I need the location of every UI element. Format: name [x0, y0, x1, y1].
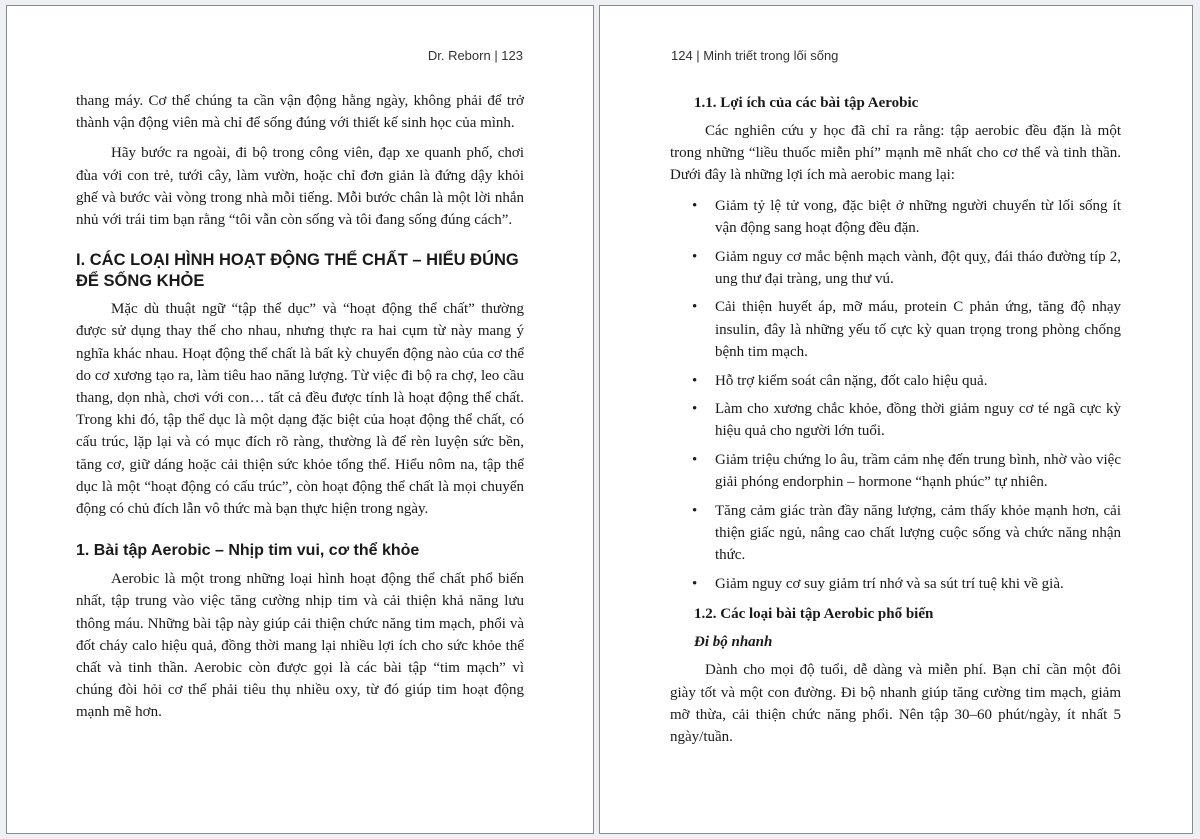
heading-benefits: 1.1. Lợi ích của các bài tập Aerobic — [694, 95, 919, 111]
right-page — [599, 5, 1193, 834]
heading-aerobic-types: 1.2. Các loại bài tập Aerobic phổ biến — [694, 606, 934, 623]
list-item-text: Tăng cảm giác tràn đầy năng lượng, cảm thấy khỏe mạnh hơn, cải thiện giấc ngủ, nâng cao chất lượng cuộc sống và chức năng nhận thức. — [715, 503, 1121, 564]
left-page — [6, 5, 594, 834]
running-header: Dr. Reborn | 123 — [427, 48, 523, 63]
list-item — [670, 449, 1121, 493]
paragraph: Hãy bước ra ngoài, đi bộ trong công viên, đạp xe quanh phố, chơi đùa với con trẻ, tưới cây, làm vườn, hoặc chỉ đơn giản là đứng dậy khỏi ghế và bước vài vòng trong nhà mỗi tiếng. Mỗi bước chân là một lời nhắn nhủ với trái tim bạn rằng “tôi vẫn còn sống và tôi đang sống đúng cách”. — [76, 145, 524, 229]
list-item — [670, 195, 1121, 239]
paragraph: thang máy. Cơ thể chúng ta cần vận động hằng ngày, không phải để trở thành vận động viên mà chỉ để sống đúng với thiết kế sinh học của mình. — [76, 93, 524, 132]
paragraph: Dành cho mọi độ tuổi, dễ dàng và miễn phí. Bạn chỉ cần một đôi giày tốt và một con đường. Đi bộ nhanh giúp tăng cường tim mạch, giảm mỡ thừa, cải thiện chức năng phổi. Nên tập 30–60 phút/ngày, ít nhất 5 ngày/tuần. — [670, 662, 1121, 745]
bullet-icon: • — [692, 299, 698, 316]
list-item-text: Giảm nguy cơ mắc bệnh mạch vành, đột quỵ, đái tháo đường típ 2, ung thư đại tràng, ung thư vú. — [715, 248, 1121, 287]
list-item-text: Giảm nguy cơ suy giảm trí nhớ và sa sút trí tuệ khi về già. — [715, 576, 1064, 593]
list-item-text: Giảm triệu chứng lo âu, trầm cảm nhẹ đến trung bình, nhờ vào việc giải phóng endorphin – hormone “hạnh phúc” tự nhiên. — [715, 452, 1121, 491]
list-item — [670, 296, 1121, 363]
list-item — [670, 246, 1121, 290]
walking-title: Đi bộ nhanh — [694, 634, 773, 651]
list-item — [670, 500, 1121, 567]
paragraph: Các nghiên cứu y học đã chỉ ra rằng: tập aerobic đều đặn là một trong những “liều thuốc miễn phí” mạnh mẽ nhất cho cơ thể và tinh thần. Dưới đây là những lợi ích mà aerobic mang lại: — [670, 123, 1121, 184]
paragraph: Aerobic là một trong những loại hình hoạt động thể chất phổ biến nhất, tập trung vào việc tăng cường nhịp tim và cải thiện khả năng lưu thông máu. Những bài tập này giúp cải thiện chức năng tim mạch, phổi và đốt cháy calo hiệu quả, đồng thời mang lại nhiều lợi ích cho sức khỏe thể chất và tinh thần. Aerobic còn được gọi là các bài tập “tim mạch” vì chúng đòi hỏi cơ thể phải tiêu thụ nhiều oxy, từ đó giúp tim hoạt động mạnh mẽ hơn. — [76, 571, 524, 721]
paragraph: Mặc dù thuật ngữ “tập thể dục” và “hoạt động thể chất” thường được sử dụng thay thế cho nhau, nhưng thực ra hai cụm từ này mang ý nghĩa khác nhau. Hoạt động thể chất là bất kỳ chuyển động nào của cơ thể do cơ xương tạo ra, làm tiêu hao năng lượng. Từ việc đi bộ ra chợ, leo cầu thang, dọn nhà, chơi với con… tất cả đều được tính là hoạt động thể chất. Trong khi đó, tập thể dục là một dạng đặc biệt của hoạt động thể chất, có cấu trúc, lặp lại và có mục đích rõ ràng, thường là để rèn luyện sức bền, tăng cơ, giữ dáng hoặc cải thiện sức khỏe tổng thể. Hiểu nôm na, tập thể dục là một “hoạt động có cấu trúc”, còn hoạt động thể chất là mọi chuyển động có chủ đích lẫn vô thức mà bạn thực hiện trong ngày. — [76, 301, 524, 518]
list-item — [670, 573, 1121, 595]
bullet-icon: • — [692, 576, 698, 593]
bullet-icon: • — [692, 503, 698, 520]
list-item-text: Cải thiện huyết áp, mỡ máu, protein C phản ứng, tăng độ nhạy insulin, đây là những yếu tố cực kỳ quan trọng trong phòng chống bệnh tim mạch. — [715, 299, 1121, 360]
list-item-text: Làm cho xương chắc khỏe, đồng thời giảm nguy cơ té ngã cực kỳ hiệu quả cho người lớn tuổi. — [715, 401, 1121, 440]
bullet-icon: • — [692, 248, 698, 265]
bullet-icon: • — [692, 452, 698, 469]
page-body — [670, 92, 1121, 756]
bullet-icon: • — [692, 197, 698, 214]
page-body — [76, 90, 524, 732]
list-item — [670, 398, 1121, 442]
bullet-icon: • — [692, 401, 698, 418]
bullet-icon: • — [692, 372, 698, 389]
subheading: 1. Bài tập Aerobic – Nhịp tim vui, cơ thể khỏe — [76, 542, 420, 560]
list-item-text: Hỗ trợ kiểm soát cân nặng, đốt calo hiệu quả. — [715, 372, 988, 389]
list-item-text: Giảm tỷ lệ tử vong, đặc biệt ở những người chuyển từ lối sống ít vận động sang hoạt động đều đặn. — [715, 197, 1121, 236]
running-header: 124 | Minh triết trong lối sống — [671, 48, 839, 63]
list-item — [670, 370, 1121, 392]
benefits-list — [670, 195, 1121, 596]
section-heading: I. CÁC LOẠI HÌNH HOẠT ĐỘNG THỂ CHẤT – HIỂU ĐÚNG ĐỂ SỐNG KHỎE — [76, 251, 519, 291]
